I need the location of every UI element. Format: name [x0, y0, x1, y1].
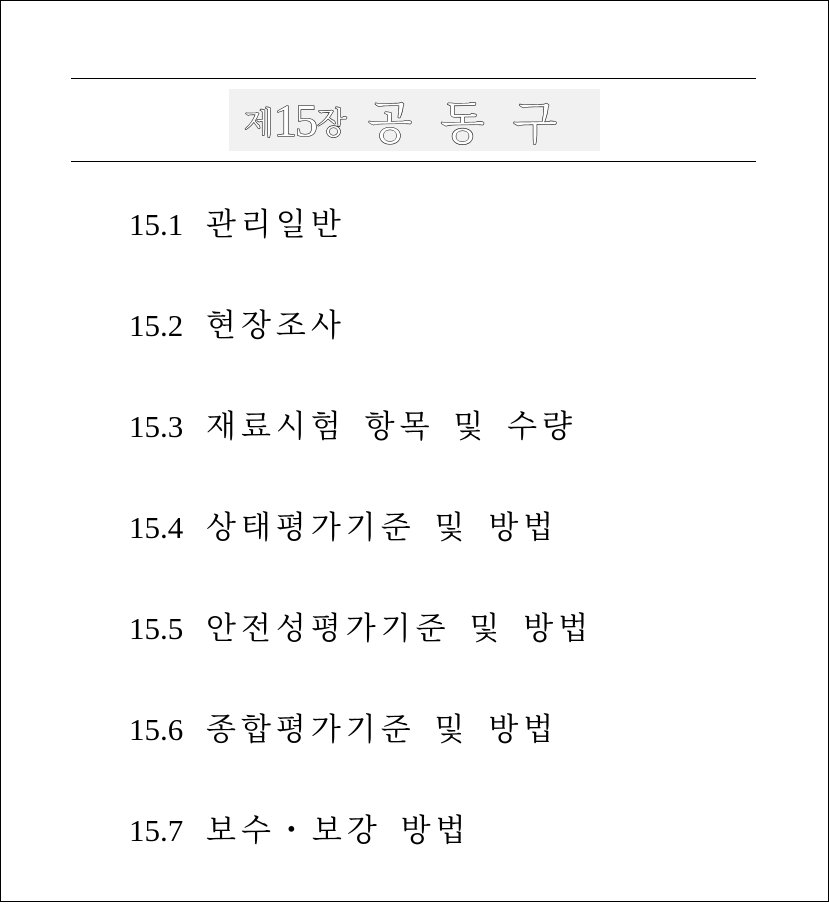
toc-item-title: 현장조사	[206, 308, 346, 344]
toc-item-number: 15.3	[129, 409, 184, 444]
toc-item	[129, 707, 593, 808]
toc-item-title: 보수・보강 방법	[206, 813, 471, 849]
chapter-label-suffix: 장	[316, 105, 346, 142]
chapter-label-prefix: 제	[243, 105, 273, 142]
toc-item	[129, 505, 593, 606]
toc-item-number: 15.2	[129, 308, 184, 343]
chapter-number: 15	[273, 94, 316, 146]
chapter-name: 공동구	[367, 96, 586, 150]
toc-item	[129, 404, 593, 505]
toc-item-number: 15.5	[129, 611, 184, 646]
chapter-title	[229, 89, 600, 151]
toc-item-title: 상태평가기준 및 방법	[206, 510, 559, 546]
toc-item-number: 15.4	[129, 510, 184, 545]
toc-item-title: 관리일반	[206, 207, 346, 243]
toc-item	[129, 808, 593, 909]
toc-item	[129, 303, 593, 404]
toc-item-number: 15.7	[129, 813, 184, 848]
toc-item-title: 안전성평가기준 및 방법	[206, 611, 594, 647]
toc-item	[129, 606, 593, 707]
toc-item-number: 15.6	[129, 712, 184, 747]
toc-item	[129, 202, 593, 303]
toc-item-title: 종합평가기준 및 방법	[206, 712, 559, 748]
title-top-rule	[71, 78, 756, 79]
title-bottom-rule	[71, 161, 756, 162]
toc-item-number: 15.1	[129, 207, 184, 242]
toc-item-title: 재료시험 항목 및 수량	[206, 409, 578, 445]
table-of-contents	[129, 202, 593, 909]
